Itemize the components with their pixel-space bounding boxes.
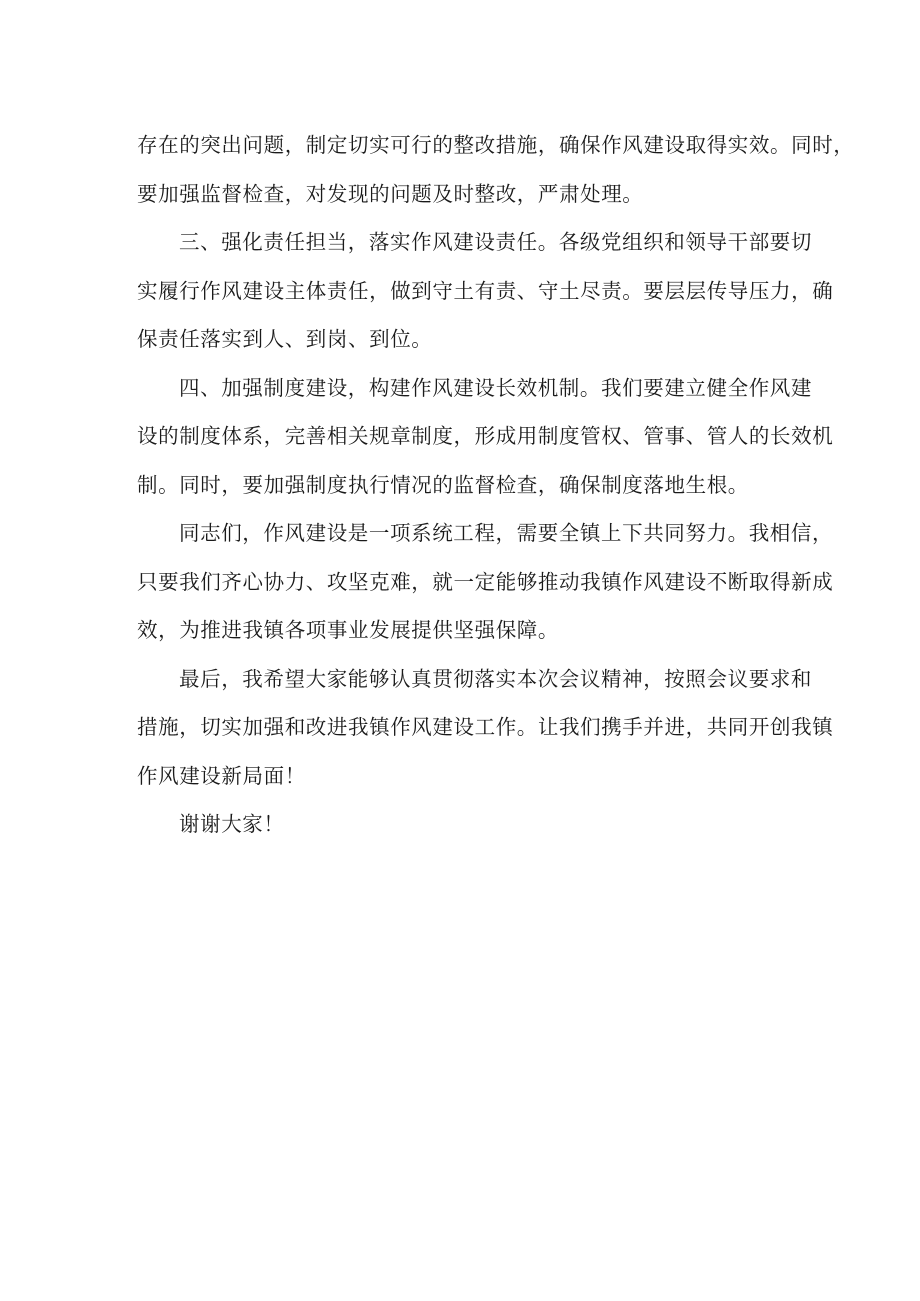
text-line: 要加强监督检查，对发现的问题及时整改，严肃处理。: [137, 181, 644, 206]
paragraph-section-four: [137, 364, 834, 510]
text-line: 保责任落实到人、到岗、到位。: [137, 327, 433, 351]
text-line: 作风建设新局面！: [137, 763, 306, 788]
text-line: 同志们，作风建设是一项系统工程，需要全镇上下共同努力。我相信，: [179, 521, 834, 545]
text-line: 存在的突出问题，制定切实可行的整改措施，确保作风建设取得实效。同时，: [137, 133, 855, 157]
document-body: [137, 121, 855, 849]
paragraph-thanks: [137, 800, 797, 849]
text-line: 谢谢大家！: [179, 812, 285, 836]
paragraph-section-three: [137, 218, 834, 364]
text-line: 只要我们齐心协力、攻坚克难，就一定能够推动我镇作风建设不断取得新成: [137, 569, 834, 594]
text-line: 制。同时，要加强制度执行情况的监督检查，确保制度落地生根。: [137, 472, 749, 497]
text-line: 效，为推进我镇各项事业发展提供坚强保障。: [137, 618, 559, 642]
text-line: 措施，切实加强和改进我镇作风建设工作。让我们携手并进，共同开创我镇: [137, 715, 834, 739]
text-line: 实履行作风建设主体责任，做到守土有责、守土尽责。要层层传导压力，确: [137, 278, 834, 303]
text-line: 设的制度体系，完善相关规章制度，形成用制度管权、管事、管人的长效机: [137, 424, 834, 448]
text-line: 最后，我希望大家能够认真贯彻落实本次会议精神，按照会议要求和: [179, 666, 812, 691]
text-line: 三、强化责任担当，落实作风建设责任。各级党组织和领导干部要切: [179, 230, 812, 254]
paragraph-continuation: [137, 121, 855, 218]
paragraph-closing: [137, 655, 834, 801]
text-line: 四、加强制度建设，构建作风建设长效机制。我们要建立健全作风建: [179, 375, 812, 400]
paragraph-comrades: [137, 509, 834, 655]
